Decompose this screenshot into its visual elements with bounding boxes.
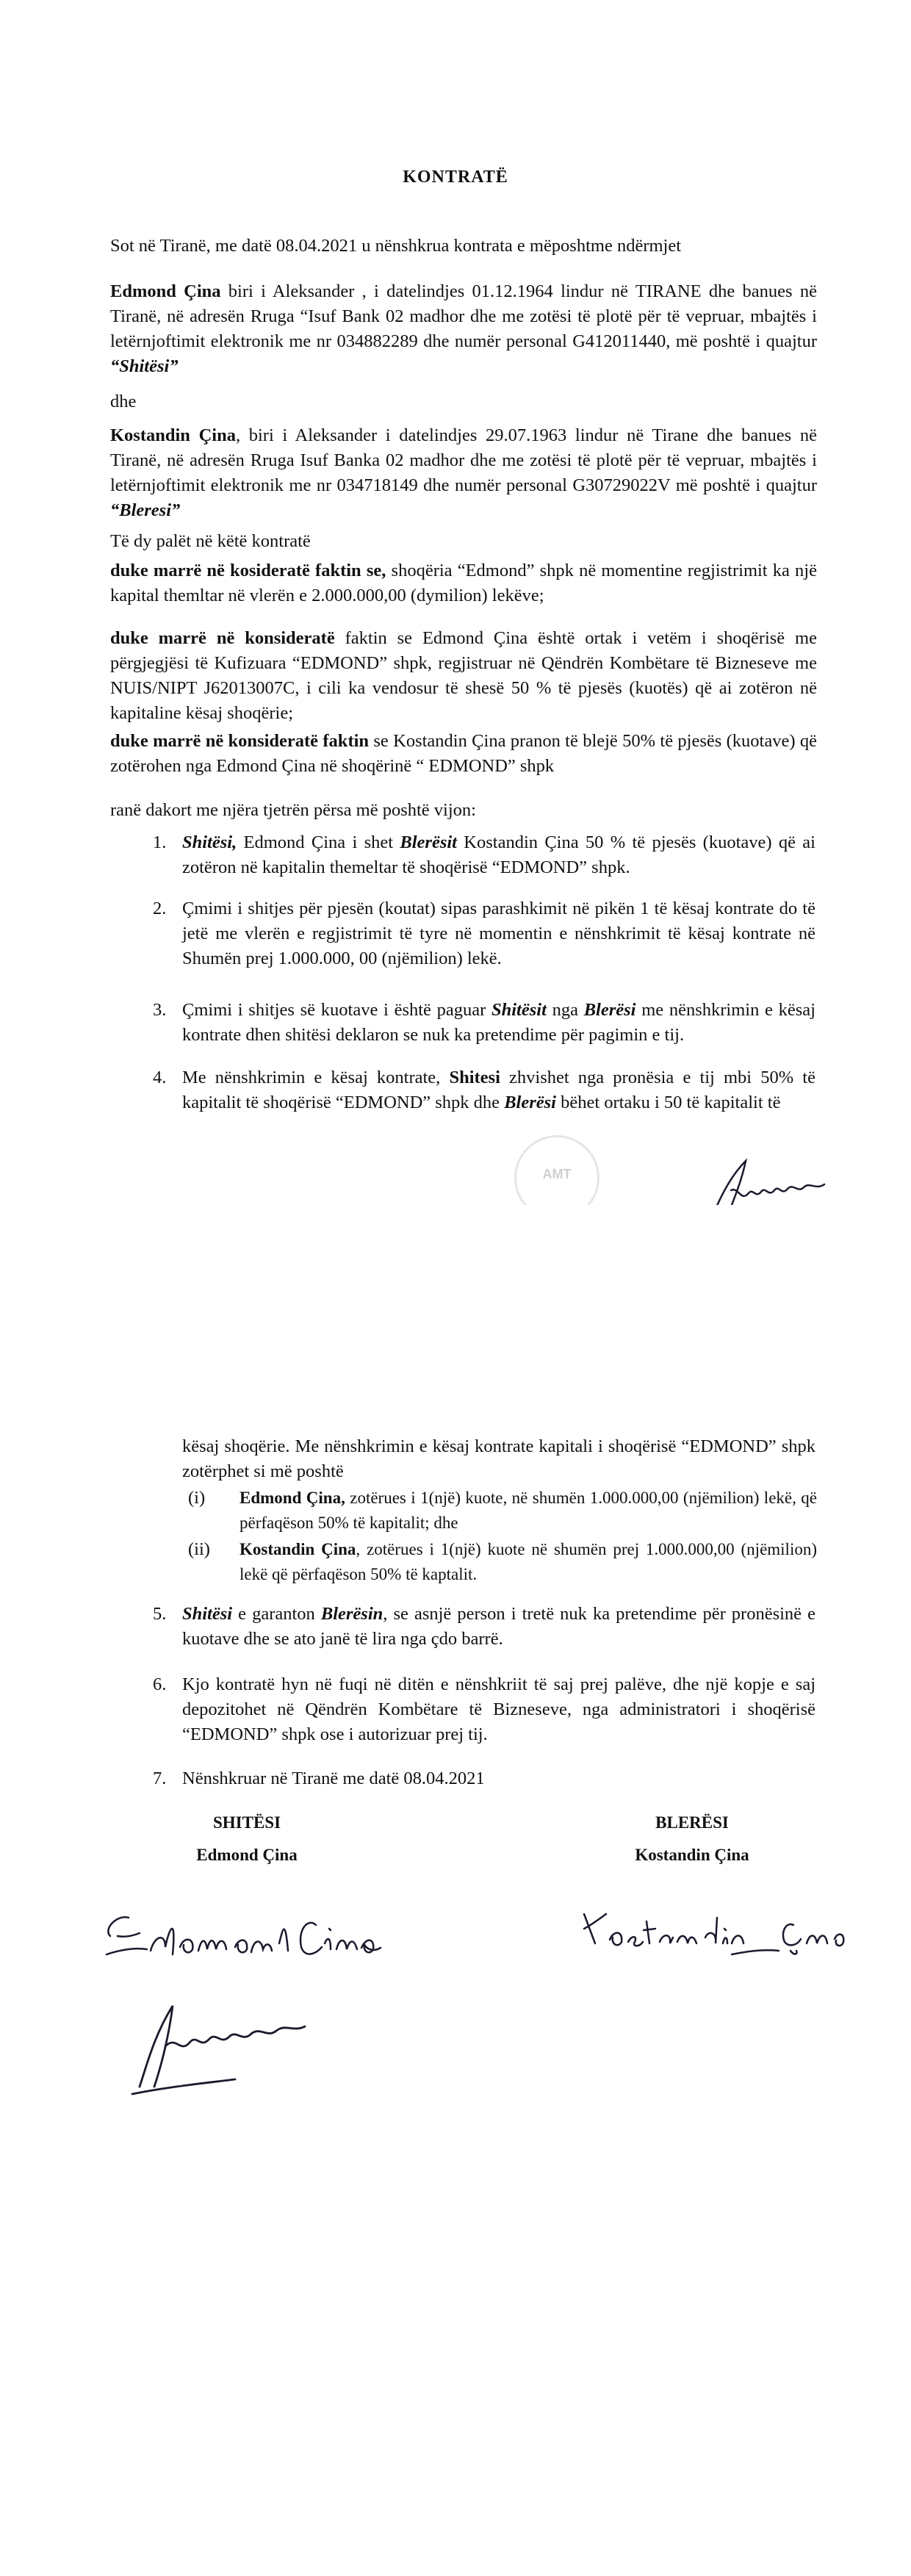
item-5-lead: Shitësi [182,1604,233,1624]
consideration-3-lead: duke marrë në konsideratë faktin [110,731,370,751]
item-5 [182,1602,815,1652]
consideration-1-text: shoqëria “Edmond” shpk në momentine regjistrimit ka një kapital themltar në vlerën e 2.000.000,00 (dymilion) lekëve; [110,561,817,605]
item-2: Çmimi i shitjes për pjesën (koutat) sipas parashkimit në pikën 1 të kësaj kontrate do të jetë me vlerën e regjistrimit të tyre në momentin e nënshkrimit të kësaj kontrate në Shumën prej 1.000.000, 00 (njëmilion) lekë. [182,899,815,968]
item-5-lead2: Blerësin [320,1604,384,1624]
seller-handwritten-name [96,1885,404,1973]
item-4 [182,1065,815,1115]
item-5-text2: , se asnjë person i tretë nuk ka pretendime për pronësinë e kuotave dhe se ato janë të lira nga çdo barrë. [182,1604,815,1649]
item-5-number: 5. [153,1604,167,1624]
and-word: dhe [110,392,137,411]
agreed-line: ranë dakort me njëra tjetrën përsa më poshtë vijon: [110,800,476,820]
party2-role: “Bleresi” [110,500,181,520]
party1-role: “Shitësi” [110,356,179,376]
buyer-signature [573,1885,867,1965]
subitem-2-number: (ii) [188,1539,210,1559]
item-4-number: 4. [153,1068,167,1087]
page-1 [0,0,911,1205]
party2-paragraph [110,423,817,523]
consideration-1-lead: duke marrë në kosideratë faktin se, [110,561,386,580]
seller-name: Edmond Çina [196,1846,298,1864]
item-4-continuation: kësaj shoqërie. Me nënshkrimin e kësaj kontrate kapitali i shoqërisë “EDMOND” shpk zotërphet si më poshtë [182,1436,815,1481]
subitem-1 [240,1486,817,1536]
item-3-text: Çmimi i shitjes së kuotave i është paguar [182,1000,491,1020]
buyer-heading: BLERËSI [655,1813,729,1832]
consideration-1 [110,558,817,608]
item-6-number: 6. [153,1674,167,1694]
item-4-text3: bëhet ortaku i 50 të kapitalit të [555,1093,781,1112]
intro-line: Sot në Tiranë, me datë 08.04.2021 u nënshkrua kontrata e mëposhtme ndërmjet [110,236,682,256]
item-7: Nënshkruar në Tiranë me datë 08.04.2021 [182,1769,485,1788]
party1-paragraph [110,279,817,379]
item-1-text: Edmond Çina i shet [237,832,400,852]
subitem-1-number: (i) [188,1488,206,1508]
item-1-lead: Shitësi, [182,832,237,852]
consideration-3 [110,729,817,779]
item-5-text: e garanton [232,1604,321,1624]
seller-signature [110,1976,375,2101]
subitem-1-name: Edmond Çina, [240,1489,345,1507]
buyer-name: Kostandin Çina [635,1846,749,1864]
item-4-bold2: Shitesi [449,1068,500,1087]
subitem-2 [240,1537,817,1587]
consideration-3-text: se Kostandin Çina pranon të blejë 50% të pjesës (kuotave) që zotërohen nga Edmond Çina në shoqërinë “ EDMOND” shpk [110,731,817,776]
consideration-2-text: faktin se Edmond Çina është ortak i vetëm i shoqërisë me përgjegjësi të Kufizuara “EDMOND” shpk, regjistruar në Qëndrën Kombëtare të Bizneseve me NUIS/NIPT J62013007C, i cili ka vendosur të shesë 50 % të pjesës (kuotës) që ai zotëron në kapitaline kësaj shoqërie; [110,628,817,723]
item-2-number: 2. [153,899,167,918]
item-4-text2: zhvishet nga pronësia e tij mbi 50% të kapitalit të shoqërisë “EDMOND” shpk dhe [182,1068,815,1112]
item-3-text2: nga [546,1000,584,1020]
subitem-2-text: , zotërues i 1(një) kuote në shumën prej 1.000.000,00 (njëmilion) lekë që përfaqëson 50% të kaptalit. [240,1540,817,1583]
item-4-lead3: Blerësi [504,1093,556,1112]
item-6: Kjo kontratë hyn në fuqi në ditën e nënshkriit të saj prej palëve, dhe një kopje e saj depozitohet në Qëndrën Kombëtare të Bizneseve, nga administratori i shoqërisë “EDMOND” shpk ose i autorizuar prej tij. [182,1674,815,1744]
item-3-text3: me nënshkrimin e kësaj kontrate dhen shitësi deklaron se nuk ka pretendime për pagimin e tij. [182,1000,815,1045]
consideration-2 [110,626,817,726]
party2-text: , biri i Aleksander i datelindjes 29.07.1963 lindur në Tirane dhe banues në Tiranë, në adresën Rruga Isuf Banka 02 madhor dhe me zotësi të plotë për të vepruar, mbajtës i letërnjoftimit elektronik me nr 034718149 dhe numër personal G30729022V më poshtë i quajtur [110,425,817,495]
item-7-number: 7. [153,1769,167,1788]
item-3-lead3: Blerësi [583,1000,636,1020]
item-1-lead2: Blerësit [400,832,457,852]
item-1-number: 1. [153,832,167,852]
document-title: KONTRATË [403,168,508,187]
party1-name: Edmond Çina [110,281,221,301]
item-4-text: Me nënshkrimin e kësaj kontrate, [182,1068,450,1087]
party1-text: biri i Aleksander , i datelindjes 01.12.1964 lindur në TIRANE dhe banues në Tiranë, në adresën Rruga “Isuf Bank 02 madhor dhe me zotësi të plotë për të vepruar, mbajtës i letërnjoftimit elektronik me nr 034882289 dhe numër personal G412011440, më poshtë i quajtur [110,281,817,351]
consideration-2-lead: duke marrë në konsideratë [110,628,335,648]
stamp-text: AMT [542,1167,572,1181]
party2-name: Kostandin Çina [110,425,236,445]
page-2 [0,1205,911,2576]
item-3-lead2: Shitësit [491,1000,547,1020]
subitem-2-name: Kostandin Çina [240,1540,356,1558]
both-parties-line: Të dy palët në këtë kontratë [110,531,311,551]
seller-heading: SHITËSI [212,1813,281,1832]
item-3-number: 3. [153,1000,167,1020]
item-1 [182,830,815,880]
item-1-text2: Kostandin Çina 50 % të pjesës (kuotave) që ai zotëron në kapitalin themeltar të shoqërisë “EDMOND” shpk. [182,832,815,877]
subitem-1-text: zotërues i 1(një) kuote, në shumën 1.000.000,00 (njëmilion) lekë, që përfaqëson 50% të kapitalit; dhe [240,1489,817,1532]
item-3 [182,998,815,1048]
